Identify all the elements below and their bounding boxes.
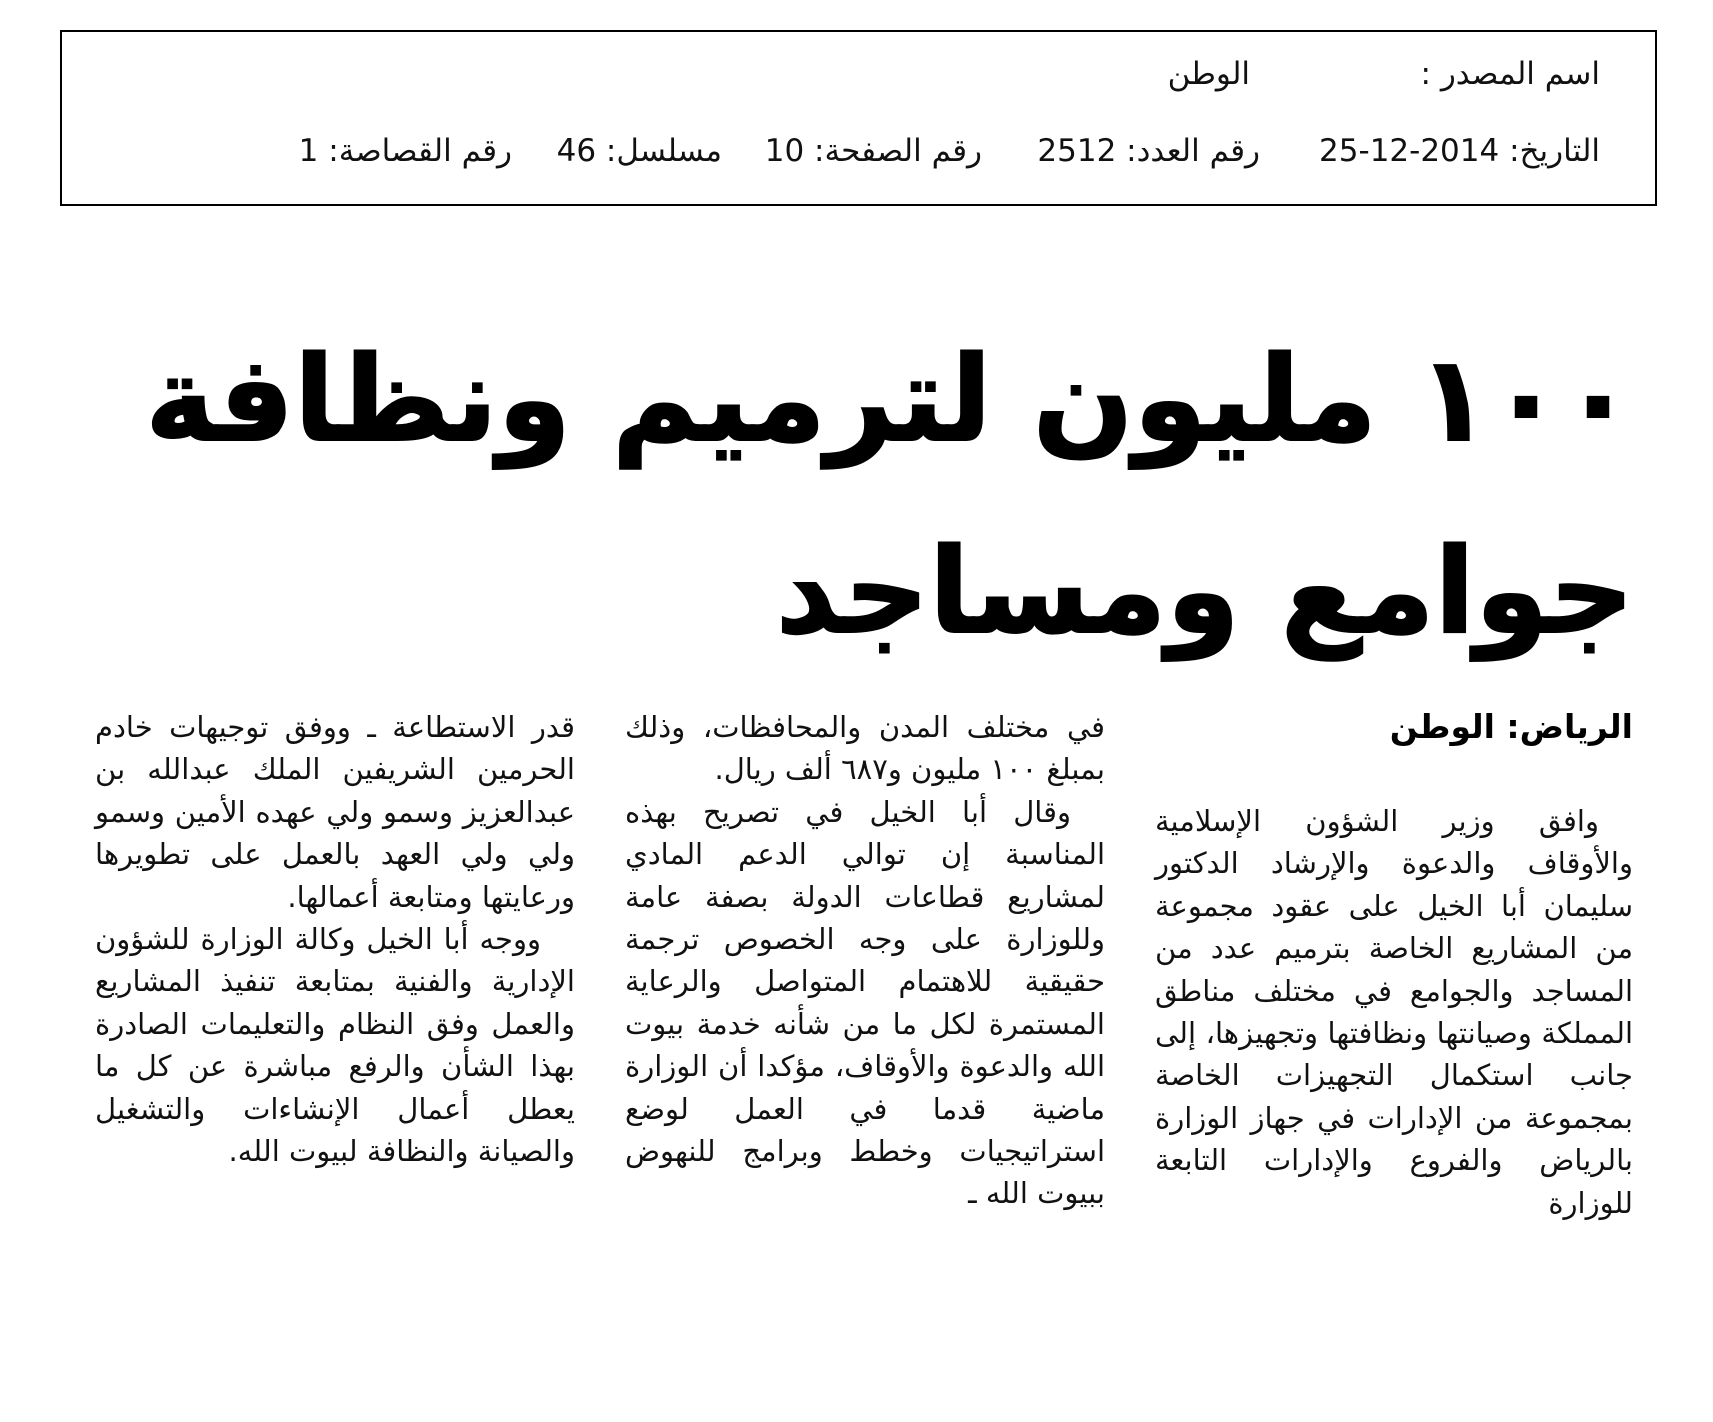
page-number-field: رقم الصفحة: 10 bbox=[764, 133, 982, 169]
paragraph: قدر الاستطاعة ـ ووفق توجيهات خادم الحرمين الشريفين الملك عبدالله بن عبدالعزيز وسمو ولي عهده الأمين وسمو ولي ولي العهد بالعمل على تطويرها ورعايتها ومتابعة أعمالها. bbox=[95, 710, 575, 914]
article-column-right bbox=[1155, 800, 1633, 1224]
issue-number-field: رقم العدد: 2512 bbox=[1037, 133, 1260, 169]
clip-number-field: رقم القصاصة: 1 bbox=[298, 133, 512, 169]
source-value: الوطن bbox=[1167, 56, 1250, 92]
paragraph: وافق وزير الشؤون الإسلامية والأوقاف والدعوة والإرشاد الدكتور سليمان أبا الخيل على عقود مجموعة من المشاريع الخاصة بترميم عدد من المساجد والجوامع في مختلف مناطق المملكة وصيانتها ونظافتها وتجهيزها، إلى جانب استكمال التجهيزات الخاصة بمجموعة من الإدارات في جهاز الوزارة بالرياض والفروع والإدارات التابعة للوزارة bbox=[1155, 804, 1633, 1220]
headline-line-1: ١٠٠ مليون لترميم ونظافة bbox=[145, 330, 1634, 468]
serial-field: مسلسل: 46 bbox=[556, 133, 722, 169]
headline-line-2: جوامع ومساجد bbox=[775, 522, 1634, 660]
article-column-middle bbox=[625, 706, 1105, 1215]
source-label: اسم المصدر : bbox=[1420, 56, 1600, 92]
date-field: التاريخ: 2014-12-25 bbox=[1319, 133, 1600, 169]
paragraph: ووجه أبا الخيل وكالة الوزارة للشؤون الإدارية والفنية بمتابعة تنفيذ المشاريع والعمل وفق النظام والتعليمات الصادرة بهذا الشأن والرفع مباشرة عن كل ما يعطل أعمال الإنشاءات والتشغيل والصيانة والنظافة لبيوت الله. bbox=[95, 922, 575, 1169]
paragraph: في مختلف المدن والمحافظات، وذلك بمبلغ ١٠٠ مليون و٦٨٧ ألف ريال. bbox=[625, 710, 1105, 787]
clipping-metadata-box bbox=[60, 30, 1657, 206]
article-column-left bbox=[95, 706, 575, 1172]
dateline: الرياض: الوطن bbox=[1389, 707, 1633, 746]
paragraph: وقال أبا الخيل في تصريح بهذه المناسبة إن توالي الدعم المادي لمشاريع قطاعات الدولة بصفة عامة وللوزارة على وجه الخصوص ترجمة حقيقية للاهتمام المتواصل والرعاية المستمرة لكل ما من شأنه خدمة بيوت الله والدعوة والأوقاف، مؤكدا أن الوزارة ماضية قدما في العمل لوضع استراتيجيات وخطط وبرامج للنهوض ببيوت الله ـ bbox=[625, 794, 1105, 1211]
